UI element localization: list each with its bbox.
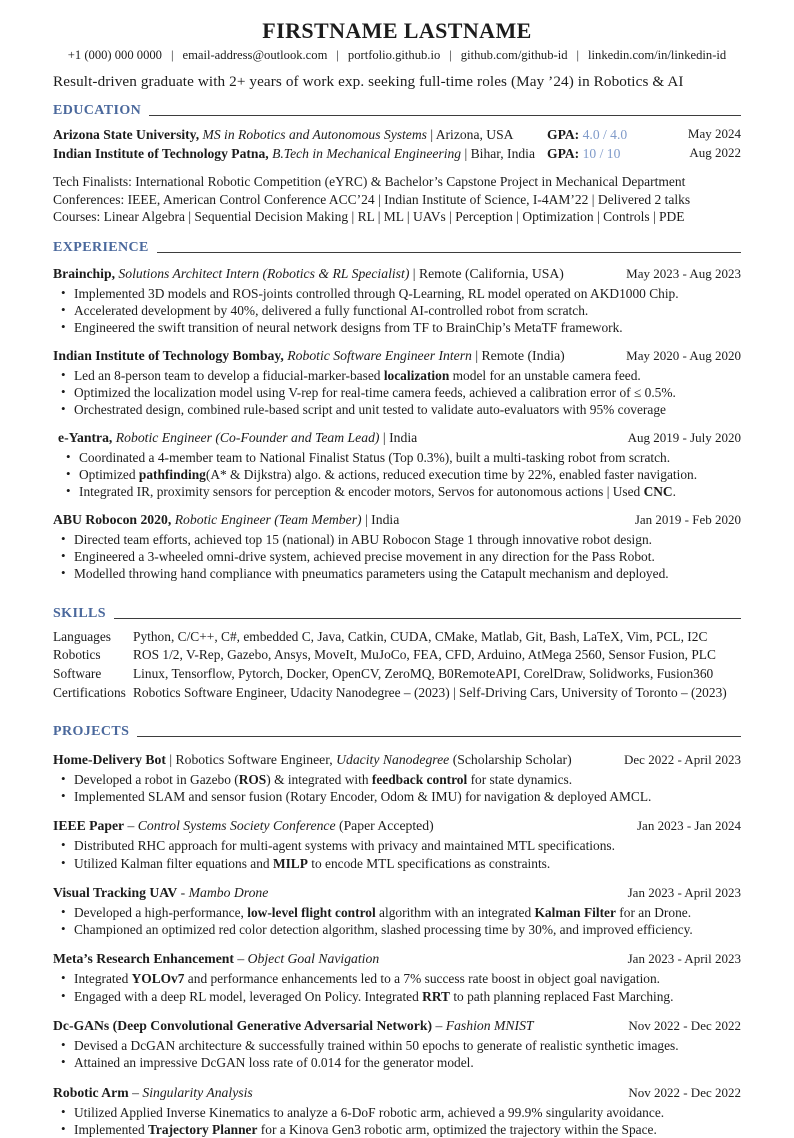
- entry-title: [58, 429, 628, 447]
- section-header: [53, 241, 741, 255]
- entry-header: [53, 1017, 741, 1035]
- school-info: [53, 144, 547, 163]
- bullet: • Coordinated a 4-member team to National Finalist Status (Top 0.3%), built a multi-tasking robot from scratch.: [79, 449, 741, 466]
- education-row: [53, 125, 741, 144]
- separator: |: [170, 48, 174, 62]
- bullet: • Implemented 3D models and ROS-joints controlled through Q-Learning, RL model operated on AKD1000 Chip.: [74, 285, 741, 302]
- job-location: | Remote (India): [475, 347, 565, 363]
- bullet-list: [53, 771, 741, 806]
- degree: MS in Robotics and Autonomous Systems: [199, 127, 431, 142]
- bullet: • Implemented SLAM and sensor fusion (Rotary Encoder, Odom & IMU) for navigation & deployed AMCL.: [74, 788, 741, 805]
- school-name: Arizona State University,: [53, 127, 200, 142]
- entry-title: [53, 1084, 628, 1102]
- project-subtitle: –: [233, 951, 248, 967]
- section-header: [53, 104, 741, 118]
- bullet-list: [53, 1037, 741, 1072]
- bullet: • Integrated YOLOv7 and performance enhancements led to a 7% success rate boost in object goal navigation.: [74, 970, 741, 987]
- project-entry: [53, 950, 741, 1005]
- email-address: email-address@outlook.com: [182, 48, 328, 62]
- entry-date: Jan 2023 - Jan 2024: [637, 818, 741, 834]
- project-subtitle: –: [128, 1084, 143, 1100]
- bullet: • Championed an optimized red color detection algorithm, slashed processing time by 30%, and improved efficiency.: [74, 921, 741, 938]
- skills-section: [53, 607, 741, 703]
- job-location: | Remote (California, USA): [412, 265, 564, 281]
- entry-title: [53, 950, 628, 968]
- project-entry: [53, 817, 741, 872]
- section-rule: [157, 252, 741, 253]
- bullet: • Led an 8-person team to develop a fiducial-marker-based localization model for an unstable camera feed.: [74, 367, 741, 384]
- bullet-list: [53, 531, 741, 583]
- project-context: Object Goal Navigation: [247, 951, 380, 967]
- entry-header: [53, 751, 741, 769]
- bullet-list: [53, 837, 741, 872]
- experience-entry: [53, 511, 741, 583]
- school-name: Indian Institute of Technology Patna,: [53, 146, 269, 162]
- entry-header: [58, 429, 741, 447]
- bullet: • Engaged with a deep RL model, leveraged On Policy. Integrated RRT to path planning replaced Fast Marching.: [74, 988, 741, 1005]
- bullet-list: [53, 970, 741, 1005]
- separator: |: [449, 48, 452, 62]
- bullet: • Developed a high-performance, low-level flight control algorithm with an integrated Kalman Filter for an Drone.: [74, 904, 741, 921]
- project-name: IEEE Paper: [53, 818, 125, 834]
- section-title: EXPERIENCE: [53, 239, 149, 255]
- bullet-list: [53, 367, 741, 419]
- education-date: Aug 2022: [689, 145, 741, 161]
- separator: |: [336, 48, 339, 62]
- project-context: Control Systems Society Conference: [137, 818, 336, 834]
- education-rows: [53, 125, 741, 163]
- degree: B.Tech in Mechanical Engineering: [268, 146, 465, 162]
- section-rule: [149, 115, 741, 116]
- company-name: e-Yantra,: [58, 429, 113, 445]
- entry-title: [53, 817, 637, 835]
- entry-header: [53, 511, 741, 529]
- bullet-list: [53, 1104, 741, 1138]
- section-title: EDUCATION: [53, 103, 142, 118]
- entry-date: Jan 2019 - Feb 2020: [634, 511, 741, 527]
- project-name: Dc-GANs (Deep Convolutional Generative Adversarial Network): [53, 1018, 433, 1034]
- project-context: Udacity Nanodegree: [336, 751, 450, 767]
- note-courses: Courses: Linear Algebra | Sequential Decision Making | RL | ML | UAVs | Perception | Optimization | Controls | PDE: [53, 209, 685, 225]
- gpa: [547, 144, 669, 163]
- section-header: [53, 725, 741, 739]
- phone-number: +1 (000) 000 0000: [67, 48, 162, 62]
- entry-title: [53, 511, 635, 529]
- contact-line: [53, 48, 741, 63]
- entry-header: [53, 817, 741, 835]
- entry-header: [53, 1084, 741, 1102]
- section-rule: [114, 618, 741, 619]
- entry-date: May 2020 - Aug 2020: [626, 347, 741, 363]
- entry-title: [53, 1017, 628, 1035]
- project-name: Visual Tracking UAV: [53, 884, 178, 900]
- skill-category: Certifications: [53, 684, 126, 700]
- company-name: Brainchip,: [53, 265, 115, 281]
- separator: |: [576, 48, 580, 62]
- skill-row: [53, 684, 741, 703]
- entry-title: [53, 347, 626, 365]
- entry-header: [53, 884, 741, 902]
- company-name: ABU Robocon 2020,: [53, 511, 172, 527]
- project-name: Meta’s Research Enhancement: [53, 951, 234, 967]
- gpa: [547, 125, 669, 144]
- job-location: | India: [365, 511, 400, 527]
- project-entry: [53, 751, 741, 806]
- skills-table: [53, 628, 741, 703]
- person-name: FIRSTNAME LASTNAME: [262, 18, 532, 43]
- entry-date: Aug 2019 - July 2020: [627, 429, 741, 445]
- project-tail: (Scholarship Scholar): [449, 751, 572, 767]
- bullet: • Optimized pathfinding(A* & Dijkstra) algo. & actions, reduced execution time by 22%, enabled faster navigation.: [79, 466, 741, 483]
- job-role: Robotic Engineer (Team Member): [171, 511, 366, 527]
- company-name: Indian Institute of Technology Bombay,: [53, 347, 284, 363]
- skill-row: [53, 646, 741, 665]
- bullet-list: [53, 904, 741, 939]
- projects-section: [53, 725, 741, 1138]
- job-role: Robotic Software Engineer Intern: [283, 347, 476, 363]
- note-tech-finalists: Tech Finalists: International Robotic Competition (eYRC) & Bachelor’s Capstone Project in Mechanical Department: [53, 174, 686, 190]
- entry-title: [53, 751, 624, 769]
- bullet: • Modelled throwing hand compliance with pneumatics parameters using the Catapult mechanism and deployed.: [74, 565, 741, 582]
- school-location: | Bihar, India: [464, 146, 535, 162]
- summary-line: Result-driven graduate with 2+ years of work exp. seeking full-time roles (May ’24) in Robotics & AI: [53, 73, 684, 90]
- education-date: May 2024: [687, 126, 741, 141]
- bullet: • Optimized the localization model using V-rep for real-time camera feeds, achieved a calibration error of ≤ 0.5%.: [74, 384, 741, 401]
- bullet: • Engineered a 3-wheeled omni-drive system, achieved precise movement in any direction for the Pass Robot.: [74, 548, 741, 565]
- section-title: SKILLS: [53, 605, 106, 621]
- gpa-label: GPA:: [547, 146, 580, 162]
- project-entry: [53, 884, 741, 939]
- skill-list: ROS 1/2, V-Rep, Gazebo, Ansys, MoveIt, MuJoCo, FEA, CFD, Arduino, AtMega 2560, Sensor Fusion, PLC: [133, 647, 716, 663]
- bullet: • Accelerated development by 40%, delivered a fully functional AI-controlled robot from scratch.: [74, 302, 741, 319]
- bullet: • Devised a DcGAN architecture & successfully trained within 50 epochs to generate of realistic synthetic images.: [74, 1037, 741, 1054]
- section-rule: [137, 736, 741, 737]
- project-subtitle: -: [177, 884, 189, 900]
- education-section: [53, 104, 741, 226]
- education-notes: [53, 173, 741, 226]
- skill-row: [53, 665, 741, 684]
- bullet: • Developed a robot in Gazebo (ROS) & integrated with feedback control for state dynamics.: [74, 771, 741, 788]
- gpa-value: 10 / 10: [579, 146, 621, 162]
- entry-date: May 2023 - Aug 2023: [626, 265, 741, 281]
- experience-entry: [53, 429, 741, 501]
- project-context: Fashion MNIST: [445, 1018, 534, 1034]
- note-conferences: Conferences: IEEE, American Control Conference ACC’24 | Indian Institute of Science, I-4AM’22 | Delivered 2 talks: [53, 191, 691, 207]
- section-header: [53, 607, 741, 621]
- project-subtitle: –: [432, 1018, 446, 1034]
- gpa-label: GPA:: [547, 127, 580, 142]
- job-role: Solutions Architect Intern (Robotics & RL Specialist): [115, 265, 413, 281]
- entry-date: Nov 2022 - Dec 2022: [628, 1018, 741, 1034]
- project-name: Home-Delivery Bot: [53, 751, 166, 767]
- bullet-list: [58, 449, 741, 501]
- project-subtitle: –: [124, 818, 138, 834]
- skill-list: Linux, Tensorflow, Pytorch, Docker, OpenCV, ZeroMQ, B0RemoteAPI, CorelDraw, Solidworks, Fusion360: [133, 666, 714, 682]
- project-name: Robotic Arm: [53, 1084, 129, 1100]
- project-entry: [53, 1017, 741, 1072]
- school-location: | Arizona, USA: [430, 127, 514, 142]
- bullet: • Utilized Applied Inverse Kinematics to analyze a 6-DoF robotic arm, achieved a 99.9% singularity avoidance.: [74, 1104, 741, 1121]
- bullet: • Attained an impressive DcGAN loss rate of 0.014 for the generator model.: [74, 1054, 741, 1071]
- entry-title: [53, 265, 626, 283]
- job-role: Robotic Engineer (Co-Founder and Team Lead): [112, 429, 383, 445]
- bullet: • Implemented Trajectory Planner for a Kinova Gen3 robotic arm, optimized the trajectory within the Space.: [74, 1121, 741, 1138]
- entry-header: [53, 950, 741, 968]
- experience-entry: [53, 265, 741, 337]
- bullet: • Distributed RHC approach for multi-agent systems with privacy and maintained MTL specifications.: [74, 837, 741, 854]
- skill-list: Python, C/C++, C#, embedded C, Java, Catkin, CUDA, CMake, Matlab, Git, Bash, LaTeX, Vim, PCL, I2C: [133, 628, 708, 644]
- bullet: • Utilized Kalman filter equations and MILP to encode MTL specifications as constraints.: [74, 855, 741, 872]
- skill-row: [53, 628, 741, 647]
- school-info: [53, 125, 547, 144]
- bullet: • Engineered the swift transition of neural network designs from TF to BrainChip’s MetaTF framework.: [74, 319, 741, 336]
- entry-title: [53, 884, 628, 902]
- portfolio-link: portfolio.github.io: [347, 48, 441, 62]
- github-link: github.com/github-id: [460, 48, 568, 62]
- gpa-value: 4.0 / 4.0: [579, 127, 628, 142]
- project-entry: [53, 1084, 741, 1138]
- bullet: • Orchestrated design, combined rule-based script and unit tested to validate auto-evaluators with 95% coverage: [74, 401, 741, 418]
- skill-category: Software: [53, 666, 102, 682]
- entry-header: [53, 265, 741, 283]
- bullet: • Integrated IR, proximity sensors for perception & encoder motors, Servos for autonomous actions | Used CNC.: [79, 483, 741, 500]
- skill-category: Languages: [53, 628, 112, 644]
- entry-header: [53, 347, 741, 365]
- project-context: Singularity Analysis: [142, 1084, 253, 1100]
- entry-date: Jan 2023 - April 2023: [627, 951, 741, 967]
- project-context: Mambo Drone: [188, 884, 269, 900]
- education-row: [53, 144, 741, 163]
- entry-date: Nov 2022 - Dec 2022: [628, 1084, 741, 1100]
- bullet: • Directed team efforts, achieved top 15 (national) in ABU Robocon Stage 1 through innovative robot design.: [74, 531, 741, 548]
- section-title: PROJECTS: [53, 723, 130, 739]
- entry-date: Dec 2022 - April 2023: [624, 751, 741, 767]
- skill-category: Robotics: [53, 647, 101, 663]
- entry-date: Jan 2023 - April 2023: [627, 884, 741, 900]
- project-subtitle: | Robotics Software Engineer,: [165, 751, 337, 767]
- bullet-list: [53, 285, 741, 337]
- linkedin-link: linkedin.com/in/linkedin-id: [588, 48, 727, 62]
- experience-section: [53, 241, 741, 583]
- job-location: | India: [382, 429, 418, 445]
- project-tail: (Paper Accepted): [335, 818, 434, 834]
- experience-entry: [53, 347, 741, 419]
- skill-list: Robotics Software Engineer, Udacity Nanodegree – (2023) | Self-Driving Cars, University of Toronto – (2023): [133, 684, 727, 700]
